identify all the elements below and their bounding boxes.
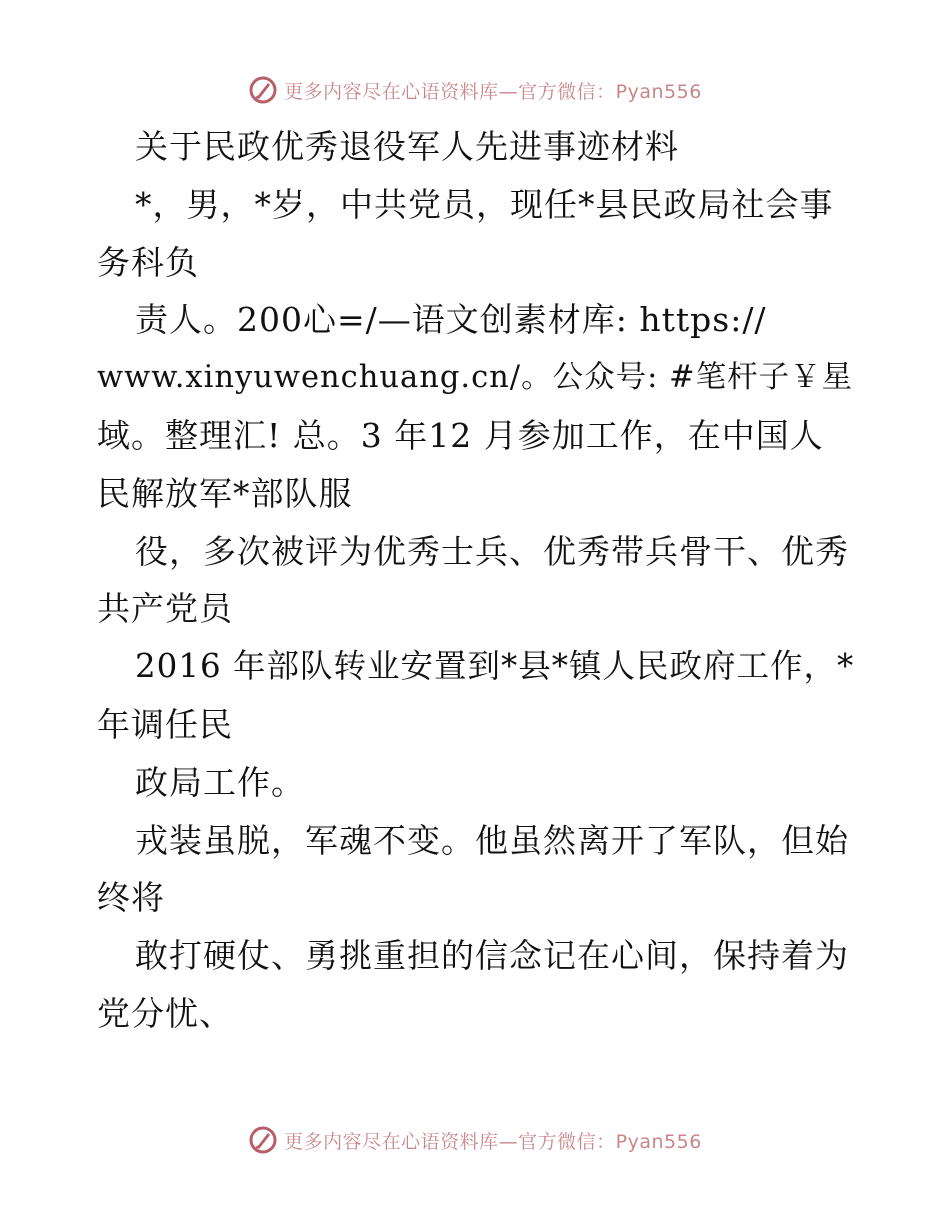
footer-banner: [0, 1120, 950, 1160]
text-line: 政局工作。: [135, 762, 305, 802]
document-body: [97, 118, 857, 1043]
text-line: 终将: [97, 878, 165, 918]
text-line: 域。整理汇! 总。3 年12 月参加工作，在中国人: [97, 415, 824, 455]
text-line: 役，多次被评为优秀士兵、优秀带兵骨干、优秀: [135, 531, 849, 571]
text-line: 责人。200心=/—语文创素材库: https://: [135, 300, 767, 340]
text-line: 2016 年部队转业安置到*县*镇人民政府工作，*: [135, 647, 855, 686]
footer-banner-text: 更多内容尽在心语资料库—官方微信：Pyan556: [284, 1130, 702, 1153]
text-line: 民解放军*部队服: [97, 473, 353, 513]
header-banner: [0, 70, 950, 110]
header-banner-text: 更多内容尽在心语资料库—官方微信：Pyan556: [284, 80, 702, 103]
quill-logo-icon: [248, 1125, 278, 1155]
text-line: 党分忧、: [97, 993, 233, 1033]
text-line: www.xinyuwenchuang.cn/。公众号: #笔杆子￥星: [97, 360, 854, 396]
text-line: *，男，*岁，中共党员，现任*县民政局社会事: [135, 184, 834, 224]
text-line: 关于民政优秀退役军人先进事迹材料: [135, 127, 679, 166]
text-line: 敢打硬仗、勇挑重担的信念记在心间，保持着为: [135, 936, 849, 976]
text-line: 务科负: [97, 242, 199, 282]
quill-logo-icon: [248, 75, 278, 105]
text-line: 共产党员: [97, 589, 233, 629]
text-line: 年调任民: [97, 704, 233, 744]
text-line: 戎装虽脱，军魂不变。他虽然离开了军队，但始: [135, 820, 849, 860]
